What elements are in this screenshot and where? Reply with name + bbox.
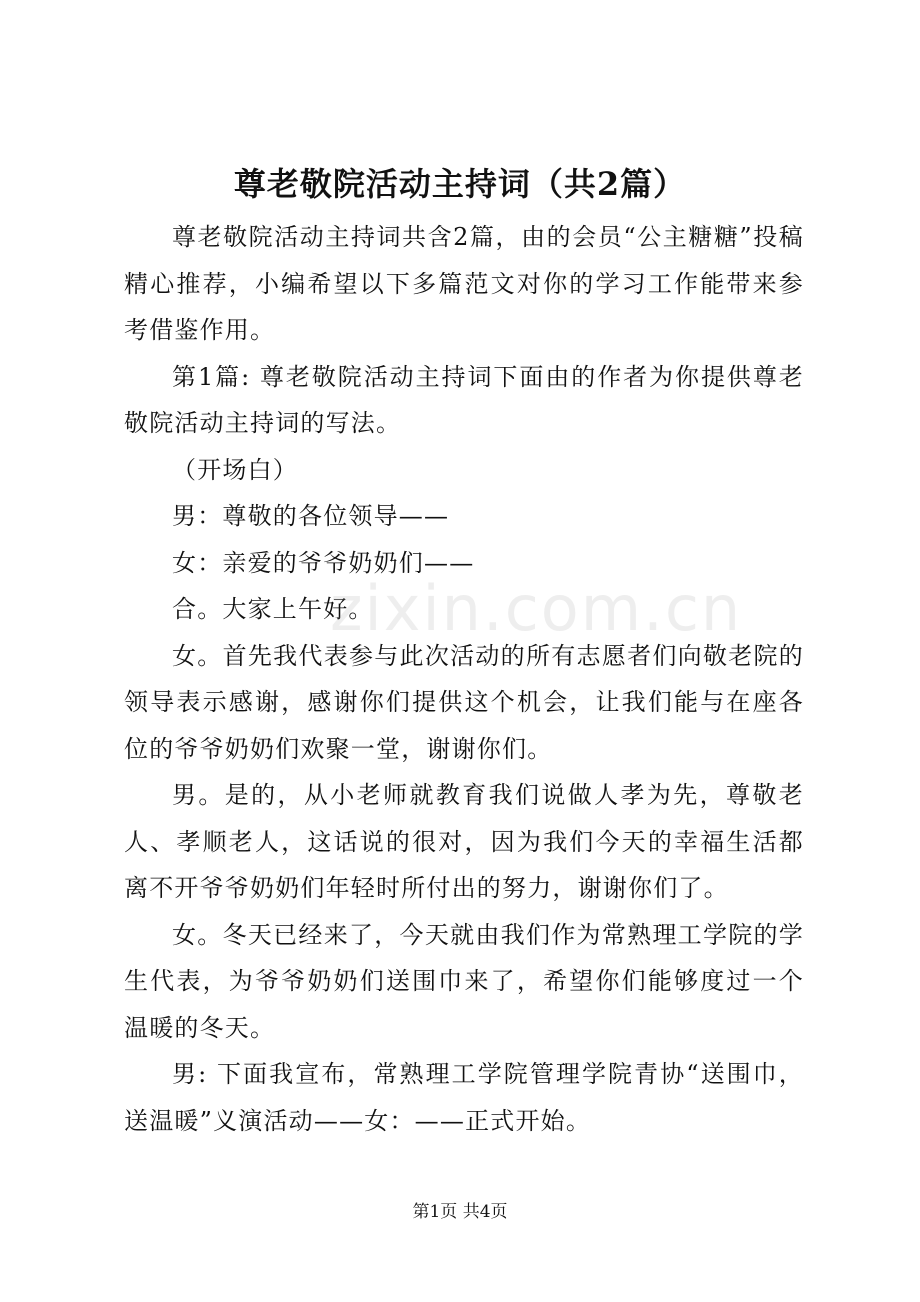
paragraph-opening: （开场白） <box>172 455 298 484</box>
paragraph-part1-heading: 第1篇: 尊老敬院活动主持词下面由的作者为你提供尊老敬院活动主持词的写法。 <box>124 362 804 437</box>
watermark: zixin.com.cn <box>330 572 743 645</box>
paragraph-male-3: 男: 下面我宣布，常熟理工学院管理学院青协“送围巾，送温暖”义演活动——女：——正式开始。 <box>124 1060 804 1135</box>
paragraph-intro: 尊老敬院活动主持词共含2篇，由的会员“公主糖糖”投稿精心推荐，小编希望以下多篇范文对你的学习工作能带来参考借鉴作用。 <box>124 223 804 344</box>
paragraph-female-2: 女。首先我代表参与此次活动的所有志愿者们向敬老院的领导表示感谢，感谢你们提供这个机会，让我们能与在座各位的爷爷奶奶们欢聚一堂，谢谢你们。 <box>124 641 804 763</box>
document-body <box>124 214 804 1144</box>
paragraph-male-2: 男。是的，从小老师就教育我们说做人孝为先，尊敬老人、孝顺老人，这话说的很对，因为我们今天的幸福生活都离不开爷爷奶奶们年轻时所付出的努力，谢谢你们了。 <box>124 781 804 902</box>
page-footer: 第1页 共4页 <box>412 1202 508 1222</box>
paragraph-together: 合。大家上午好。 <box>172 595 374 623</box>
paragraph-female-3: 女。冬天已经来了，今天就由我们作为常熟理工学院的学生代表，为爷爷奶奶们送围巾来了，希望你们能够度过一个温暖的冬天。 <box>124 920 804 1042</box>
paragraph-female-1: 女：亲爱的爷爷奶奶们—— <box>172 548 475 577</box>
paragraph-male-1: 男：尊敬的各位领导—— <box>172 502 450 530</box>
document-title: 尊老敬院活动主持词（共2篇） <box>233 165 687 203</box>
